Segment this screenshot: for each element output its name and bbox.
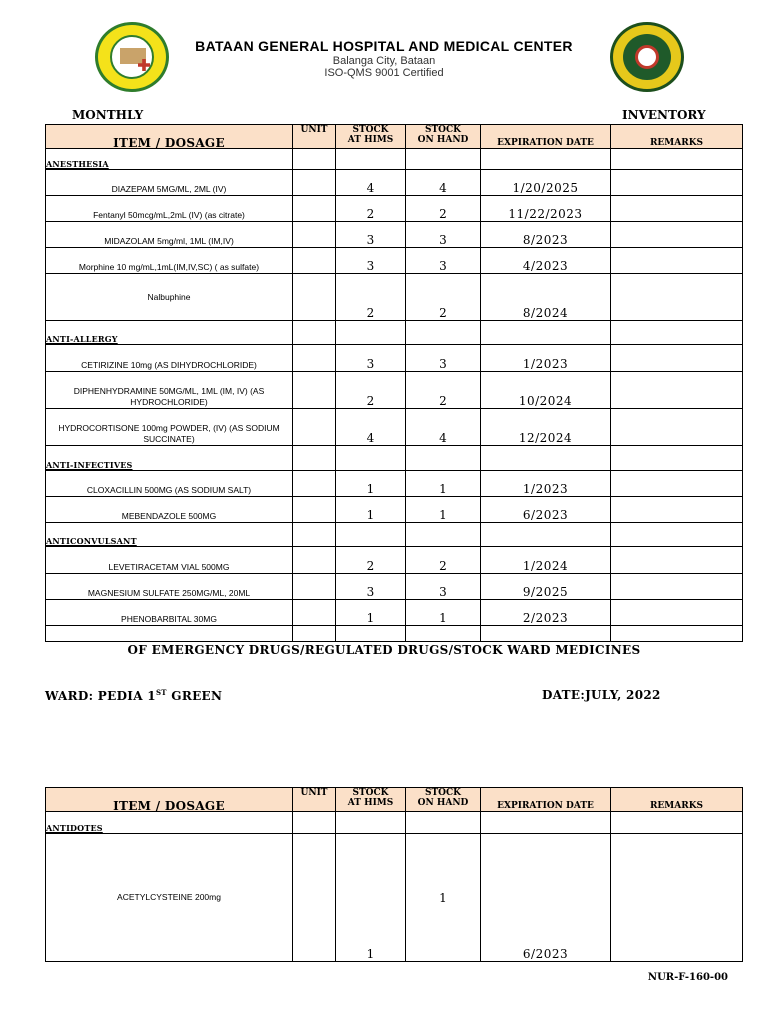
stock-on-hand: 4 xyxy=(406,409,481,446)
title-inventory: INVENTORY xyxy=(622,108,706,122)
table-row xyxy=(46,248,743,274)
expiration-date: 12/2024 xyxy=(481,409,611,446)
item-name: HYDROCORTISONE 100mg POWDER, (IV) (AS SODIUM SUCCINATE) xyxy=(46,409,293,446)
stock-on-hand: 1 xyxy=(406,834,481,962)
hospital-address: Balanga City, Bataan xyxy=(332,55,436,67)
category-row xyxy=(46,149,743,170)
stock-at-hims: 1 xyxy=(336,471,406,497)
category-anticonvulsant: ANTICONVULSANT xyxy=(46,523,293,547)
item-name: MAGNESIUM SULFATE 250MG/ML, 20ML xyxy=(46,574,293,600)
item-name: DIAZEPAM 5MG/ML, 2ML (IV) xyxy=(46,170,293,196)
table-row-empty xyxy=(46,626,743,642)
stock-at-hims: 1 xyxy=(336,600,406,626)
col-stock-on-hand: STOCK ON HAND xyxy=(406,125,481,149)
expiration-date: 1/2024 xyxy=(481,547,611,574)
stock-on-hand: 2 xyxy=(406,547,481,574)
expiration-date: 2/2023 xyxy=(481,600,611,626)
inventory-subtitle: OF EMERGENCY DRUGS/REGULATED DRUGS/STOCK WARD MEDICINES xyxy=(127,643,641,657)
col-expiration-date: EXPIRATION DATE xyxy=(481,788,611,812)
remarks-cell xyxy=(611,274,743,321)
table-row xyxy=(46,834,743,962)
remarks-cell xyxy=(611,834,743,962)
stock-at-hims: 2 xyxy=(336,196,406,222)
remarks-cell xyxy=(611,600,743,626)
remarks-cell xyxy=(611,196,743,222)
remarks-cell xyxy=(611,372,743,409)
item-name: MIDAZOLAM 5mg/ml, 1ML (IM,IV) xyxy=(46,222,293,248)
expiration-date: 8/2024 xyxy=(481,274,611,321)
stock-at-hims: 1 xyxy=(336,834,406,962)
item-name: PHENOBARBITAL 30MG xyxy=(46,600,293,626)
category-anti-infectives: ANTI-INFECTIVES xyxy=(46,446,293,471)
stock-at-hims: 3 xyxy=(336,222,406,248)
item-name: Nalbuphine xyxy=(46,274,293,321)
table-row xyxy=(46,409,743,446)
stock-at-hims: 2 xyxy=(336,547,406,574)
form-code: NUR-F-160-00 xyxy=(647,972,728,983)
stock-on-hand: 4 xyxy=(406,170,481,196)
ward-label: WARD: PEDIA 1ST GREEN xyxy=(45,688,223,703)
table-row xyxy=(46,574,743,600)
category-row xyxy=(46,321,743,345)
category-row xyxy=(46,523,743,547)
stock-at-hims: 4 xyxy=(336,170,406,196)
remarks-cell xyxy=(611,409,743,446)
item-name: CETIRIZINE 10mg (AS DIHYDROCHLORIDE) xyxy=(46,345,293,372)
expiration-date: 1/2023 xyxy=(481,471,611,497)
expiration-date: 1/2023 xyxy=(481,345,611,372)
remarks-cell xyxy=(611,547,743,574)
remarks-cell xyxy=(611,471,743,497)
col-unit: UNIT xyxy=(293,788,336,812)
title-monthly: MONTHLY xyxy=(72,108,144,122)
expiration-date: 9/2025 xyxy=(481,574,611,600)
stock-on-hand: 3 xyxy=(406,222,481,248)
table-row xyxy=(46,274,743,321)
item-name: Morphine 10 mg/mL,1mL(IM,IV,SC) ( as sulfate) xyxy=(46,248,293,274)
expiration-date: 8/2023 xyxy=(481,222,611,248)
category-row xyxy=(46,812,743,834)
hospital-name: BATAAN GENERAL HOSPITAL AND MEDICAL CENTER xyxy=(195,38,573,54)
item-name: CLOXACILLIN 500MG (AS SODIUM SALT) xyxy=(46,471,293,497)
expiration-date: 10/2024 xyxy=(481,372,611,409)
stock-on-hand: 1 xyxy=(406,497,481,523)
col-remarks: REMARKS xyxy=(611,125,743,149)
table-header-row xyxy=(46,788,743,812)
table-row xyxy=(46,345,743,372)
item-name: ACETYLCYSTEINE 200mg xyxy=(46,834,293,962)
expiration-date: 4/2023 xyxy=(481,248,611,274)
stock-on-hand: 3 xyxy=(406,248,481,274)
stock-at-hims: 3 xyxy=(336,248,406,274)
stock-on-hand: 1 xyxy=(406,600,481,626)
table-row xyxy=(46,600,743,626)
col-stock-at-hims: STOCK AT HIMS xyxy=(336,125,406,149)
category-anti-allergy: ANTI-ALLERGY xyxy=(46,321,293,345)
stock-at-hims: 3 xyxy=(336,574,406,600)
date-label: DATE:JULY, 2022 xyxy=(542,688,661,702)
expiration-date: 6/2023 xyxy=(481,497,611,523)
certification: ISO-QMS 9001 Certified xyxy=(324,67,444,79)
category-row xyxy=(46,446,743,471)
inventory-table-2 xyxy=(45,787,743,962)
col-stock-on-hand: STOCK ON HAND xyxy=(406,788,481,812)
item-name: LEVETIRACETAM VIAL 500MG xyxy=(46,547,293,574)
table-row xyxy=(46,222,743,248)
stock-at-hims: 4 xyxy=(336,409,406,446)
table-row xyxy=(46,547,743,574)
remarks-cell xyxy=(611,574,743,600)
col-stock-at-hims: STOCK AT HIMS xyxy=(336,788,406,812)
stock-on-hand: 2 xyxy=(406,372,481,409)
item-name: DIPHENHYDRAMINE 50MG/ML, 1ML (IM, IV) (AS HYDROCHLORIDE) xyxy=(46,372,293,409)
category-antidotes: ANTIDOTES xyxy=(46,812,293,834)
stock-on-hand: 2 xyxy=(406,274,481,321)
stock-on-hand: 3 xyxy=(406,574,481,600)
expiration-date: 11/22/2023 xyxy=(481,196,611,222)
stock-at-hims: 2 xyxy=(336,372,406,409)
stock-at-hims: 2 xyxy=(336,274,406,321)
col-item-dosage: ITEM / DOSAGE xyxy=(46,788,293,812)
stock-at-hims: 1 xyxy=(336,497,406,523)
stock-on-hand: 2 xyxy=(406,196,481,222)
inventory-table xyxy=(45,124,743,642)
category-anesthesia: ANESTHESIA xyxy=(46,149,293,170)
stock-on-hand: 1 xyxy=(406,471,481,497)
item-name: MEBENDAZOLE 500MG xyxy=(46,497,293,523)
col-remarks: REMARKS xyxy=(611,788,743,812)
col-item-dosage: ITEM / DOSAGE xyxy=(46,125,293,149)
remarks-cell xyxy=(611,345,743,372)
stock-at-hims: 3 xyxy=(336,345,406,372)
table-row xyxy=(46,196,743,222)
col-unit: UNIT xyxy=(293,125,336,149)
stock-on-hand: 3 xyxy=(406,345,481,372)
remarks-cell xyxy=(611,497,743,523)
table-row xyxy=(46,471,743,497)
item-name: Fentanyl 50mcg/mL,2mL (IV) (as citrate) xyxy=(46,196,293,222)
table-row xyxy=(46,497,743,523)
remarks-cell xyxy=(611,170,743,196)
expiration-date: 1/20/2025 xyxy=(481,170,611,196)
remarks-cell xyxy=(611,222,743,248)
table-header-row xyxy=(46,125,743,149)
table-row xyxy=(46,372,743,409)
expiration-date: 6/2023 xyxy=(481,834,611,962)
col-expiration-date: EXPIRATION DATE xyxy=(481,125,611,149)
table-row xyxy=(46,170,743,196)
remarks-cell xyxy=(611,248,743,274)
